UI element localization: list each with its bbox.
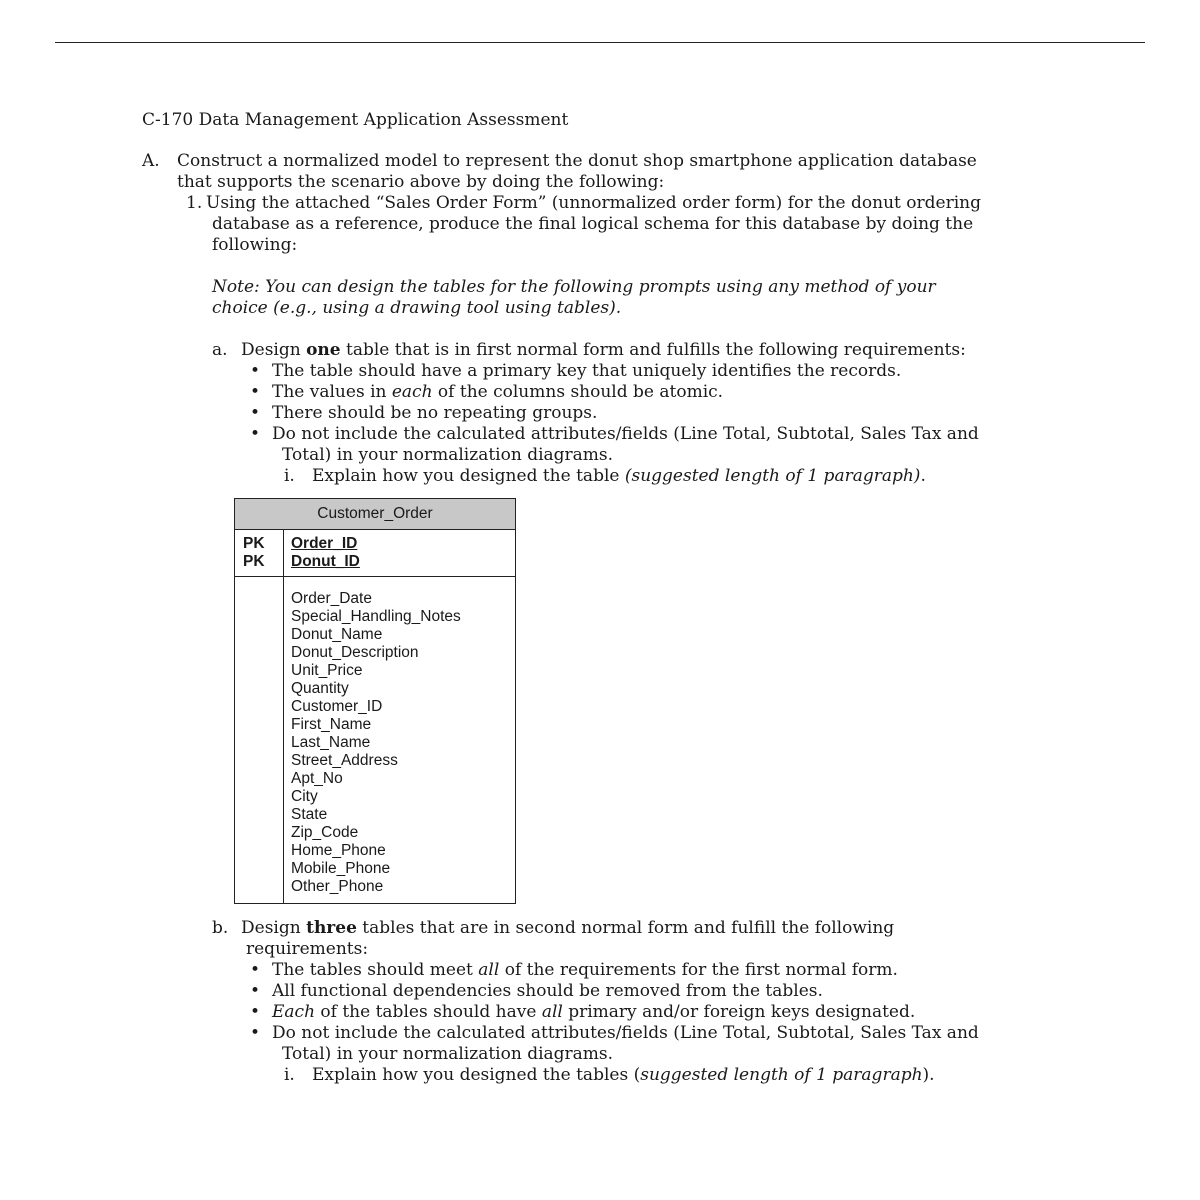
part-a-bullet-4-line2: Total) in your normalization diagrams.: [282, 445, 614, 465]
entity-attribute: Donut_Description: [291, 644, 419, 661]
part-a-sub-pre: Explain how you designed the table: [312, 466, 625, 486]
bullet: •: [250, 960, 261, 980]
part-b-bold: three: [306, 918, 357, 938]
section-a-line2: that supports the scenario above by doing the following:: [177, 172, 665, 192]
part-b-post: tables that are in second normal form and fulfill the following: [356, 918, 895, 938]
part-b-bullet-1: [272, 960, 898, 981]
pk-label: PK: [243, 535, 265, 552]
entity-attribute: State: [291, 806, 328, 823]
document-title: C-170 Data Management Application Assessment: [142, 110, 569, 130]
entity-attribute: Home_Phone: [291, 842, 386, 859]
entity-attribute: Special_Handling_Notes: [291, 608, 461, 625]
part-b-bullet-1-pre: The tables should meet: [272, 960, 479, 980]
part-b-sub-text: [312, 1065, 935, 1086]
part-b-heading: [241, 918, 894, 939]
entity-attribute: Last_Name: [291, 734, 371, 751]
bullet: •: [250, 382, 261, 402]
entity-attribute: City: [291, 788, 318, 805]
part-b-bullet-1-em: all: [478, 960, 500, 980]
part-b-bullet-3-em: Each: [272, 1002, 316, 1022]
part-b-marker: b.: [212, 918, 229, 938]
section-a-marker: A.: [142, 151, 160, 171]
entity-attribute: Other_Phone: [291, 878, 384, 895]
section-a-line1: Construct a normalized model to represent the donut shop smartphone application database: [177, 151, 977, 171]
part-a-post: table that is in first normal form and fulfills the following requirements:: [340, 340, 966, 360]
part-b-pre: Design: [241, 918, 307, 938]
entity-attribute: Unit_Price: [291, 662, 363, 679]
bullet: •: [250, 981, 261, 1001]
pk-field-order-id: Order_ID: [291, 535, 358, 552]
part-b-sub-marker: i.: [284, 1065, 295, 1085]
note-line2: choice (e.g., using a drawing tool using tables).: [212, 298, 622, 318]
part-a-sub-em: (suggested length of 1 paragraph): [624, 466, 921, 486]
entity-attribute: Zip_Code: [291, 824, 359, 841]
entity-attribute: First_Name: [291, 716, 372, 733]
customer-order-entity: [234, 498, 516, 904]
bullet: •: [250, 361, 261, 381]
part-b-line2: requirements:: [246, 939, 369, 959]
top-divider: [55, 42, 1145, 43]
part-b-sub-pre: Explain how you designed the tables (: [312, 1065, 641, 1085]
part-b-bullet-3-mid: of the tables should have: [315, 1002, 542, 1022]
part-b-bullet-4-line2: Total) in your normalization diagrams.: [282, 1044, 614, 1064]
item-1-line3: following:: [212, 235, 298, 255]
entity-attribute: Donut_Name: [291, 626, 383, 643]
entity-attribute: Order_Date: [291, 590, 372, 607]
part-b-bullet-3-post: primary and/or foreign keys designated.: [562, 1002, 916, 1022]
part-a-bullet-2-pre: The values in: [272, 382, 392, 402]
part-a-bullet-2: [272, 382, 723, 403]
pk-field-donut-id: Donut_ID: [291, 553, 360, 570]
item-1-marker: 1.: [186, 193, 203, 213]
item-1-line1: Using the attached “Sales Order Form” (unnormalized order form) for the donut ordering: [206, 193, 981, 213]
part-b-bullet-2: All functional dependencies should be removed from the tables.: [272, 981, 823, 1001]
part-b-sub-em: suggested length of 1 paragraph: [640, 1065, 923, 1085]
note-line1: Note: You can design the tables for the following prompts using any method of your: [212, 277, 936, 297]
part-b-bullet-1-post: of the requirements for the first normal form.: [499, 960, 898, 980]
entity-attribute: Mobile_Phone: [291, 860, 391, 877]
part-a-marker: a.: [212, 340, 228, 360]
entity-column-divider: [283, 529, 284, 903]
bullet: •: [250, 1002, 261, 1022]
entity-attribute: Street_Address: [291, 752, 398, 769]
entity-attribute: Quantity: [291, 680, 349, 697]
part-a-heading: [241, 340, 966, 361]
part-a-bold: one: [306, 340, 341, 360]
part-b-bullet-3: [272, 1002, 915, 1023]
part-a-sub-text: [312, 466, 926, 487]
entity-name: Customer_Order: [235, 499, 515, 530]
pk-label: PK: [243, 553, 265, 570]
entity-pk-section: [235, 529, 515, 577]
part-a-pre: Design: [241, 340, 307, 360]
part-a-bullet-4-line1: Do not include the calculated attributes/fields (Line Total, Subtotal, Sales Tax and: [272, 424, 979, 444]
part-a-bullet-3: There should be no repeating groups.: [272, 403, 598, 423]
part-a-bullet-1: The table should have a primary key that uniquely identifies the records.: [272, 361, 902, 381]
part-b-sub-post: ).: [922, 1065, 935, 1085]
entity-attribute: Apt_No: [291, 770, 343, 787]
entity-attribute: Customer_ID: [291, 698, 383, 715]
part-b-bullet-3-em2: all: [541, 1002, 563, 1022]
part-a-bullet-2-em: each: [391, 382, 433, 402]
item-1-line2: database as a reference, produce the final logical schema for this database by doing the: [212, 214, 974, 234]
bullet: •: [250, 403, 261, 423]
bullet: •: [250, 424, 261, 444]
part-b-bullet-4-line1: Do not include the calculated attributes/fields (Line Total, Subtotal, Sales Tax and: [272, 1023, 979, 1043]
part-a-bullet-2-post: of the columns should be atomic.: [432, 382, 724, 402]
part-a-sub-post: .: [920, 466, 926, 486]
bullet: •: [250, 1023, 261, 1043]
part-a-sub-marker: i.: [284, 466, 295, 486]
